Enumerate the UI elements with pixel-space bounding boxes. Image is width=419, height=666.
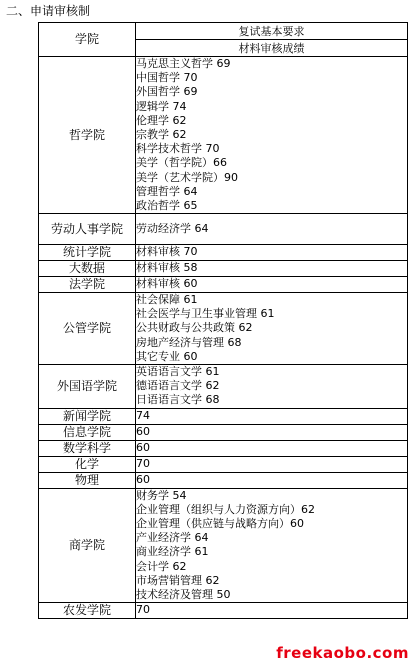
college-name: 大数据 bbox=[39, 261, 136, 277]
requirement-item: 70 bbox=[136, 603, 150, 617]
requirement-item: 中国哲学 70 bbox=[136, 71, 198, 85]
requirement-item: 企业管理（组织与人力资源方向）62 bbox=[136, 502, 315, 516]
college-name: 物理 bbox=[39, 472, 136, 488]
requirement-item: 伦理学 62 bbox=[136, 113, 187, 127]
college-column-header: 学院 bbox=[39, 23, 136, 57]
requirement-item: 会计学 62 bbox=[136, 559, 187, 573]
college-name: 法学院 bbox=[39, 277, 136, 293]
college-name: 哲学院 bbox=[39, 57, 136, 214]
requirement-item: 社会保障 61 bbox=[136, 293, 198, 307]
requirements-cell bbox=[136, 277, 408, 293]
college-name: 商学院 bbox=[39, 488, 136, 603]
requirements-cell bbox=[136, 214, 408, 245]
requirement-item: 市场营销管理 62 bbox=[136, 573, 220, 587]
college-name: 化学 bbox=[39, 456, 136, 472]
college-name: 农发学院 bbox=[39, 603, 136, 619]
requirement-item: 材料审核 58 bbox=[136, 261, 198, 275]
requirement-item: 宗教学 62 bbox=[136, 127, 187, 141]
requirement-item: 材料审核 70 bbox=[136, 245, 198, 259]
requirements-cell bbox=[136, 440, 408, 456]
table-row bbox=[39, 456, 408, 472]
college-name: 劳动人事学院 bbox=[39, 214, 136, 245]
college-name: 统计学院 bbox=[39, 245, 136, 261]
requirement-item: 美学（哲学院）66 bbox=[136, 156, 227, 170]
table-row bbox=[39, 424, 408, 440]
table-row bbox=[39, 293, 408, 365]
college-name: 新闻学院 bbox=[39, 408, 136, 424]
table-row bbox=[39, 261, 408, 277]
college-name: 外国语学院 bbox=[39, 365, 136, 409]
header-row-top bbox=[39, 23, 408, 40]
table-row bbox=[39, 603, 408, 619]
requirements-column-header: 复试基本要求 bbox=[136, 23, 408, 40]
requirements-cell bbox=[136, 365, 408, 409]
requirement-item: 马克思主义哲学 69 bbox=[136, 57, 231, 70]
requirements-cell bbox=[136, 488, 408, 603]
requirement-item: 公共财政与公共政策 62 bbox=[136, 321, 253, 335]
requirement-item: 产业经济学 64 bbox=[136, 531, 209, 545]
requirement-item: 外国哲学 69 bbox=[136, 85, 198, 99]
college-name: 信息学院 bbox=[39, 424, 136, 440]
requirement-item: 60 bbox=[136, 424, 150, 438]
requirement-item: 社会医学与卫生事业管理 61 bbox=[136, 307, 275, 321]
requirements-cell bbox=[136, 472, 408, 488]
requirement-item: 科学技术哲学 70 bbox=[136, 142, 220, 156]
requirement-item: 技术经济及管理 50 bbox=[136, 587, 231, 601]
college-name: 数学科学 bbox=[39, 440, 136, 456]
table-row bbox=[39, 440, 408, 456]
section-heading: 二、申请审核制 bbox=[6, 4, 91, 18]
table-row bbox=[39, 57, 408, 214]
requirements-table-body bbox=[39, 23, 408, 619]
requirement-item: 政治哲学 65 bbox=[136, 198, 198, 212]
requirements-cell bbox=[136, 261, 408, 277]
requirement-item: 材料审核 60 bbox=[136, 277, 198, 291]
requirement-item: 逻辑学 74 bbox=[136, 99, 187, 113]
requirement-item: 日语语言文学 68 bbox=[136, 393, 220, 407]
watermark-logo: freekaobo.com bbox=[276, 644, 409, 662]
requirement-item: 房地产经济与管理 68 bbox=[136, 335, 242, 349]
table-row bbox=[39, 277, 408, 293]
requirement-item: 财务学 54 bbox=[136, 488, 187, 502]
requirement-item: 企业管理（供应链与战略方向）60 bbox=[136, 516, 304, 530]
requirements-cell bbox=[136, 603, 408, 619]
requirement-item: 美学（艺术学院）90 bbox=[136, 170, 238, 184]
requirement-item: 其它专业 60 bbox=[136, 349, 198, 363]
requirements-cell bbox=[136, 57, 408, 214]
college-name: 公管学院 bbox=[39, 293, 136, 365]
table-row bbox=[39, 408, 408, 424]
table-row bbox=[39, 214, 408, 245]
requirement-item: 商业经济学 61 bbox=[136, 545, 209, 559]
requirements-cell bbox=[136, 293, 408, 365]
table-row bbox=[39, 365, 408, 409]
table-row bbox=[39, 472, 408, 488]
requirements-cell bbox=[136, 456, 408, 472]
table-row bbox=[39, 245, 408, 261]
requirement-item: 70 bbox=[136, 456, 150, 470]
requirement-item: 管理哲学 64 bbox=[136, 184, 198, 198]
requirement-item: 德语语言文学 62 bbox=[136, 379, 220, 393]
requirement-item: 英语语言文学 61 bbox=[136, 365, 220, 378]
requirement-item: 60 bbox=[136, 440, 150, 454]
requirements-cell bbox=[136, 245, 408, 261]
requirement-item: 60 bbox=[136, 472, 150, 486]
requirement-item: 74 bbox=[136, 408, 150, 422]
requirements-subheader: 材料审核成绩 bbox=[136, 40, 408, 57]
requirements-table bbox=[38, 22, 408, 619]
requirements-cell bbox=[136, 408, 408, 424]
table-row bbox=[39, 488, 408, 603]
requirements-cell bbox=[136, 424, 408, 440]
requirement-item: 劳动经济学 64 bbox=[136, 221, 209, 235]
